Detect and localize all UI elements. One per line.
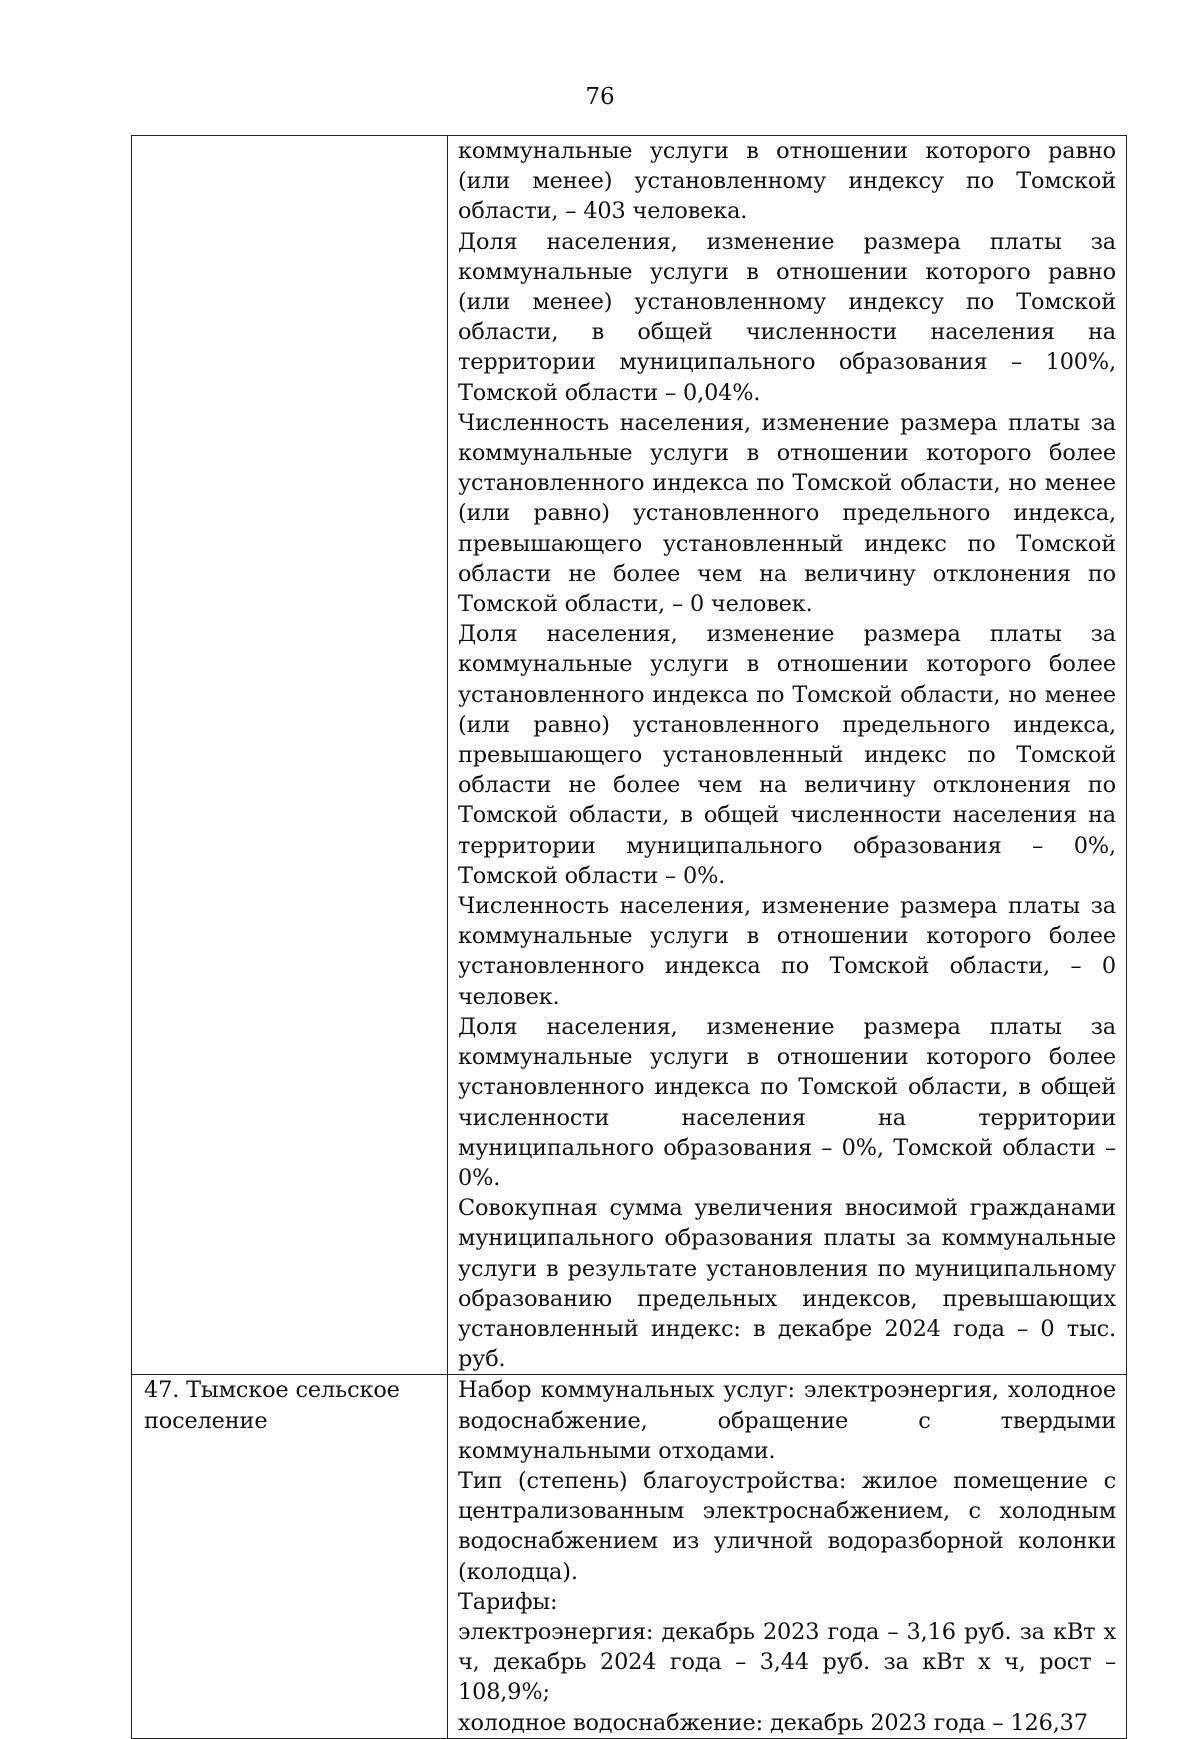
table-row <box>132 1375 1127 1738</box>
paragraph: коммунальные услуги в отношении которого равно (или менее) установленному индексу по Томской области, – 403 человека. <box>458 138 1116 225</box>
paragraph: электроэнергия: декабрь 2023 года – 3,16 руб. за кВт х ч, декабрь 2024 года – 3,44 руб. за кВт х ч, рост – 108,9%; <box>458 1618 1116 1706</box>
page-number: 76 <box>585 84 615 110</box>
paragraph: Численность населения, изменение размера платы за коммунальные услуги в отношении которого более установленного индекса по Томской области, – 0 человек. <box>458 893 1116 1010</box>
paragraph: Тип (степень) благоустройства: жилое помещение с централизованным электроснабжением, с холодным водоснабжением из уличной водоразборной колонки (колодца). <box>458 1467 1116 1585</box>
paragraph: Набор коммунальных услуг: электроэнергия, холодное водоснабжение, обращение с твердыми коммунальными отходами. <box>458 1377 1116 1464</box>
description-cell <box>448 1375 1127 1738</box>
municipality-name: 47. Тымское сельское поселение <box>144 1377 400 1434</box>
paragraph: холодное водоснабжение: декабрь 2023 года – 126,37 <box>458 1709 1088 1736</box>
table-row <box>132 136 1127 1375</box>
description-cell <box>448 136 1127 1375</box>
municipal-data-table <box>131 135 1127 1739</box>
paragraph: Тарифы: <box>458 1588 558 1615</box>
paragraph: Доля населения, изменение размера платы за коммунальные услуги в отношении которого более установленного индекса по Томской области, в общей численности населения на территории муниципального образования – 0%, Томской области – 0%. <box>458 1013 1116 1191</box>
municipality-cell <box>132 1375 448 1738</box>
paragraph: Доля населения, изменение размера платы за коммунальные услуги в отношении которого более установленного индекса по Томской области, но менее (или равно) установленного предельного индекса, превышающего установленный индекс по Томской области не более чем на величину отклонения по Томской области, в общей численности населения на территории муниципального образования – 0%, Томской области – 0%. <box>458 621 1116 889</box>
municipality-cell <box>132 136 448 1375</box>
paragraph: Совокупная сумма увеличения вносимой гражданами муниципального образования платы за коммунальные услуги в результате установления по муниципальному образованию предельных индексов, превышающих установленный индекс: в декабре 2024 года – 0 тыс. руб. <box>458 1195 1116 1373</box>
paragraph: Численность населения, изменение размера платы за коммунальные услуги в отношении которого более установленного индекса по Томской области, но менее (или равно) установленного предельного индекса, превышающего установленный индекс по Томской области не более чем на величину отклонения по Томской области, – 0 человек. <box>458 409 1116 618</box>
paragraph: Доля населения, изменение размера платы за коммунальные услуги в отношении которого равно (или менее) установленному индексу по Томской области, в общей численности населения на территории муниципального образования – 100%, Томской области – 0,04%. <box>458 228 1116 406</box>
